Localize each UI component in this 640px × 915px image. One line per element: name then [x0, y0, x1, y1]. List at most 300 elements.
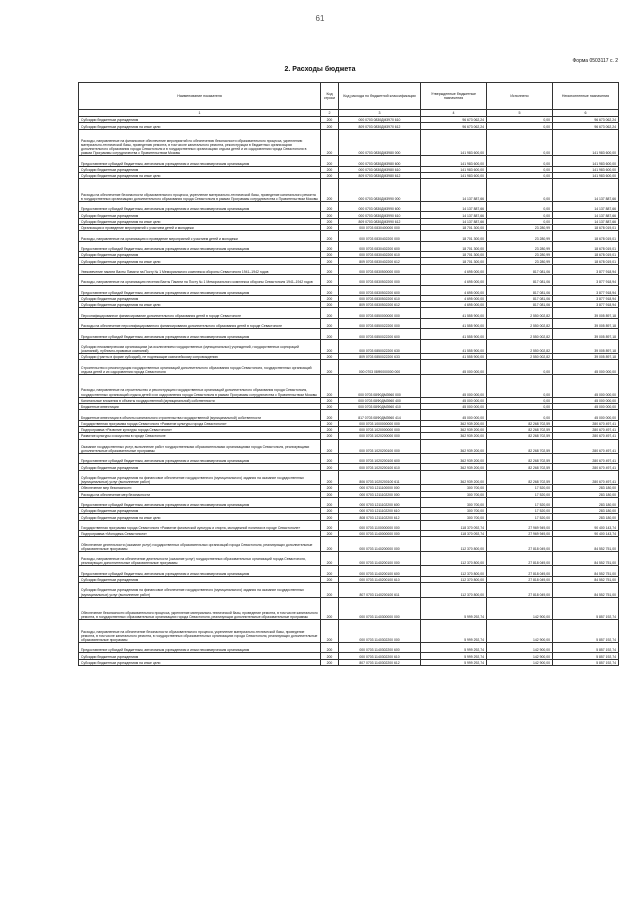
table-row — [79, 329, 619, 339]
row-line-code: 200 — [321, 497, 339, 507]
row-budget-code: 000 0703 1020000000 000 — [339, 426, 421, 432]
row-approved: 96 673 062,24 — [421, 123, 487, 129]
row-executed: 17 520,00 — [487, 514, 553, 520]
expenses-table — [78, 82, 619, 666]
table-column-numbers-row — [79, 110, 619, 117]
row-approved: 14 137 887,66 — [421, 218, 487, 224]
row-executed: 82 268 702,59 — [487, 464, 553, 470]
row-approved: 362 939 200,00 — [421, 439, 487, 454]
form-code: Форма 0503117 с. 2 — [572, 58, 618, 64]
row-approved: 141 983 600,00 — [421, 166, 487, 172]
row-budget-code: 000 0703 1140302200 610 — [339, 653, 421, 659]
row-line-code: 200 — [321, 225, 339, 231]
row-executed: 0,00 — [487, 410, 553, 420]
row-executed: 0,00 — [487, 173, 553, 179]
row-executed: 2 550 002,82 — [487, 308, 553, 318]
row-name: Увековечение памяти Вахты Памяти на Посту № 1 Мемориального комплекса обороны Севастополя 1941–1942 годов — [79, 264, 321, 274]
row-budget-code: 809 0703 0850022200 633 — [339, 354, 421, 360]
row-unexecuted: 18 678 019,01 — [553, 241, 619, 251]
table-row — [79, 374, 619, 397]
row-line-code: 200 — [321, 285, 339, 295]
row-line-code: 200 — [321, 117, 339, 123]
row-unexecuted: 283 180,00 — [553, 497, 619, 507]
row-name: Оказание государственных услуг, выполнение работ государственными образовательными организациями города Севастополя, реализующими дополнительные образовательные программы — [79, 439, 321, 454]
row-name: Субсидии бюджетным учреждениям — [79, 166, 321, 172]
row-line-code: 200 — [321, 173, 339, 179]
row-executed: 82 268 702,59 — [487, 426, 553, 432]
row-unexecuted: 14 137 887,66 — [553, 179, 619, 202]
row-unexecuted: 96 673 062,24 — [553, 123, 619, 129]
row-unexecuted: 3 877 918,94 — [553, 275, 619, 285]
column-number: 1 — [79, 110, 321, 117]
row-executed: 27 969 949,00 — [487, 520, 553, 530]
row-name: Предоставление субсидий бюджетным, автономным учреждениям и иным некоммерческим организациям — [79, 241, 321, 251]
row-unexecuted: 283 180,00 — [553, 485, 619, 491]
row-budget-code: 000 0703 1000000000 000 — [339, 420, 421, 426]
row-budget-code: 807 0703 1140302200 612 — [339, 659, 421, 665]
row-name: Организация и проведение мероприятий с участием детей и молодежи — [79, 225, 321, 231]
row-executed: 0,00 — [487, 117, 553, 123]
table-row — [79, 470, 619, 485]
row-executed: 0,00 — [487, 129, 553, 156]
row-approved: 4 695 000,00 — [421, 302, 487, 308]
row-budget-code: 817 0703 08Ф0ДМ3960 414 — [339, 410, 421, 420]
row-executed: 82 268 702,59 — [487, 433, 553, 439]
row-line-code: 200 — [321, 156, 339, 166]
row-line-code: 200 — [321, 360, 339, 375]
row-unexecuted: 3 877 918,94 — [553, 285, 619, 295]
row-unexecuted: 141 983 600,00 — [553, 156, 619, 166]
column-number: 2 — [321, 110, 339, 117]
row-budget-code: 000 0703 0850022200 000 — [339, 318, 421, 328]
row-executed: 82 268 702,59 — [487, 420, 553, 426]
row-budget-code: 000 0703 1140200100 000 — [339, 551, 421, 566]
row-budget-code: 000 0703 1211102200 600 — [339, 497, 421, 507]
row-unexecuted: 5 857 192,74 — [553, 620, 619, 643]
row-unexecuted: 18 678 019,01 — [553, 225, 619, 231]
table-row — [79, 583, 619, 598]
row-executed: 27 818 049,00 — [487, 537, 553, 552]
row-approved: 118 370 092,74 — [421, 531, 487, 537]
row-name: Субсидии бюджетным учреждениям на финансовое обеспечение государственного (муниципального) задания на оказание государственных (муниципальных) услуг (выполнение работ) — [79, 470, 321, 485]
row-approved: 300 700,00 — [421, 491, 487, 497]
row-name: Субсидии бюджетным учреждениям на иные цели — [79, 514, 321, 520]
header-name: Наименование показателя — [79, 83, 321, 110]
row-approved: 300 700,00 — [421, 485, 487, 491]
row-line-code: 200 — [321, 295, 339, 301]
table-row — [79, 241, 619, 251]
row-line-code: 200 — [321, 537, 339, 552]
row-line-code: 200 — [321, 643, 339, 653]
table-row — [79, 410, 619, 420]
row-name: Субсидии бюджетным учреждениям на иные цели — [79, 173, 321, 179]
row-executed: 2 550 002,82 — [487, 318, 553, 328]
row-approved: 18 701 300,00 — [421, 252, 487, 258]
row-executed: 82 268 702,59 — [487, 454, 553, 464]
table-row — [79, 231, 619, 241]
row-budget-code: 000 0703 1020200100 600 — [339, 454, 421, 464]
row-approved: 41 555 900,00 — [421, 339, 487, 354]
row-unexecuted: 84 552 751,00 — [553, 551, 619, 566]
row-approved: 362 939 200,00 — [421, 464, 487, 470]
row-budget-code: 807 0703 1140200100 611 — [339, 583, 421, 598]
row-approved: 300 700,00 — [421, 508, 487, 514]
row-executed: 142 900,00 — [487, 620, 553, 643]
row-executed: 2 550 002,82 — [487, 354, 553, 360]
row-executed: 23 280,99 — [487, 258, 553, 264]
row-name: Субсидии (гранты в форме субсидий), не подлежащие казначейскому сопровождению — [79, 354, 321, 360]
row-approved: 362 939 200,00 — [421, 454, 487, 464]
table-row — [79, 202, 619, 212]
row-executed: 82 268 702,59 — [487, 470, 553, 485]
row-name: Расходы, направленные на финансовое обеспечение мероприятий по обеспечению безопасности образовательного процесса, укреплению материально-технической базы, проведению ремонта, в том числе капитального ремонта, реконструкции в бюджетных организациях дополнительного образования города Севастополя и в государственных организациях отдыха детей и их оздоровления города Севастополя в рамках Программы сотрудничества с Правительством Москвы — [79, 129, 321, 156]
row-unexecuted: 90 400 143,74 — [553, 531, 619, 537]
row-budget-code: 000 0703 1140200100 610 — [339, 576, 421, 582]
row-line-code: 200 — [321, 508, 339, 514]
row-executed: 0,00 — [487, 360, 553, 375]
row-line-code: 200 — [321, 252, 339, 258]
row-approved: 5 999 292,74 — [421, 659, 487, 665]
row-line-code: 200 — [321, 123, 339, 129]
row-unexecuted: 283 180,00 — [553, 514, 619, 520]
row-budget-code: 000 0703 1100000000 000 — [339, 520, 421, 530]
table-row — [79, 454, 619, 464]
row-name: Расходы на обеспечение безопасности образовательного процесса, укрепление материально-технической базы, проведение капитального ремонта в государственных организациях дополнительного образования города Севастополя в рамках Программы сотрудничества с Правительством Москвы — [79, 179, 321, 202]
row-line-code: 200 — [321, 470, 339, 485]
row-name: Расходы, направленные на строительство и реконструкцию государственных организаций дополнительного образования города Севастополя, государственных организаций отдыха детей и их оздоровления города Севастополя в рамках Программы сотрудничества с Правительством Москвы — [79, 374, 321, 397]
column-number: 6 — [553, 110, 619, 117]
row-approved: 300 700,00 — [421, 497, 487, 507]
row-budget-code: 000 0703 0830ДМ3970 610 — [339, 117, 421, 123]
row-budget-code: 000 0703 0850022200 630 — [339, 339, 421, 354]
row-unexecuted: 3 877 918,94 — [553, 295, 619, 301]
row-approved: 141 983 600,00 — [421, 156, 487, 166]
header-line-code: Код строки — [321, 83, 339, 110]
row-executed: 0,00 — [487, 218, 553, 224]
row-budget-code: 000 0703 0830400000 000 — [339, 225, 421, 231]
row-executed: 0,00 — [487, 202, 553, 212]
row-name: Предоставление субсидий бюджетным, автономным учреждениям и иным некоммерческим организациям — [79, 454, 321, 464]
row-executed: 0,00 — [487, 403, 553, 409]
row-unexecuted: 5 857 192,74 — [553, 643, 619, 653]
table-row — [79, 129, 619, 156]
row-approved: 112 370 800,00 — [421, 576, 487, 582]
row-approved: 14 137 887,66 — [421, 202, 487, 212]
row-executed: 17 520,00 — [487, 485, 553, 491]
row-unexecuted: 84 552 751,00 — [553, 537, 619, 552]
row-approved: 41 555 900,00 — [421, 308, 487, 318]
row-unexecuted: 18 678 019,01 — [553, 231, 619, 241]
row-name: Субсидии бюджетным учреждениям — [79, 117, 321, 123]
row-budget-code: 000 0703 1140302200 000 — [339, 620, 421, 643]
row-approved: 18 701 300,00 — [421, 258, 487, 264]
row-executed: 817 081,06 — [487, 285, 553, 295]
row-line-code: 200 — [321, 374, 339, 397]
row-budget-code: 000 0703 1020200000 000 — [339, 433, 421, 439]
row-name: Предоставление субсидий бюджетным, автономным учреждениям и иным некоммерческим организациям — [79, 566, 321, 576]
row-name: Капитальные вложения в объекты государственной (муниципальной) собственности — [79, 397, 321, 403]
row-line-code: 200 — [321, 275, 339, 285]
row-budget-code: 000 0703 1211102200 000 — [339, 491, 421, 497]
row-executed: 817 081,06 — [487, 275, 553, 285]
row-name: Обеспечение деятельности (оказание услуг) государственных образовательных организаций города Севастополя, реализующих дополнительные образовательные программы — [79, 537, 321, 552]
row-approved: 18 701 300,00 — [421, 231, 487, 241]
row-line-code: 200 — [321, 231, 339, 241]
table-row — [79, 318, 619, 328]
row-name: Субсидии бюджетным учреждениям на финансовое обеспечение государственного (муниципального) задания на оказание государственных (муниципальных) услуг (выполнение работ) — [79, 583, 321, 598]
row-executed: 142 900,00 — [487, 597, 553, 620]
row-approved: 45 000 000,00 — [421, 397, 487, 403]
row-budget-code: 000 0703 08Ф0ДМ3960 400 — [339, 397, 421, 403]
row-name: Субсидии бюджетным учреждениям — [79, 212, 321, 218]
page-number: 61 — [315, 14, 325, 23]
row-unexecuted: 45 000 000,00 — [553, 360, 619, 375]
row-approved: 112 370 800,00 — [421, 551, 487, 566]
row-approved: 96 673 062,24 — [421, 117, 487, 123]
row-name: Предоставление субсидий бюджетным, автономным учреждениям и иным некоммерческим организациям — [79, 329, 321, 339]
row-budget-code: 000 0703 08Ф0000000 000 — [339, 360, 421, 375]
row-budget-code: 809 0703 0830ДМ3980 612 — [339, 173, 421, 179]
table-body — [79, 117, 619, 666]
row-name: Предоставление субсидий бюджетным, автономным учреждениям и иным некоммерческим организациям — [79, 202, 321, 212]
row-approved: 14 137 887,66 — [421, 212, 487, 218]
row-name: Строительство и реконструкция государственных организаций дополнительного образования города Севастополя, государственных организаций отдыха детей и их оздоровления города Севастополя — [79, 360, 321, 375]
row-line-code: 200 — [321, 339, 339, 354]
row-budget-code: 000 0703 0830500000 000 — [339, 264, 421, 274]
row-budget-code: 000 0703 1020200100 000 — [339, 439, 421, 454]
row-budget-code: 000 0703 0830402200 610 — [339, 252, 421, 258]
row-name: Бюджетные инвестиции в объекты капитального строительства государственной (муниципальной) собственности — [79, 410, 321, 420]
row-name: Предоставление субсидий бюджетным, автономным учреждениям и иным некоммерческим организациям — [79, 285, 321, 295]
row-unexecuted: 84 552 751,00 — [553, 566, 619, 576]
row-executed: 17 520,00 — [487, 508, 553, 514]
row-line-code: 200 — [321, 329, 339, 339]
row-approved: 362 939 200,00 — [421, 433, 487, 439]
table-row — [79, 264, 619, 274]
row-name: Субсидии бюджетным учреждениям на иные цели — [79, 659, 321, 665]
table-row — [79, 620, 619, 643]
row-unexecuted: 5 857 192,74 — [553, 659, 619, 665]
table-row — [79, 566, 619, 576]
row-budget-code: 000 0703 1140302200 600 — [339, 643, 421, 653]
table-row — [79, 339, 619, 354]
row-line-code: 200 — [321, 439, 339, 454]
column-number: 5 — [487, 110, 553, 117]
row-line-code: 200 — [321, 354, 339, 360]
row-name: Расходы, направленные на обеспечение безопасности образовательного процесса, укрепление материально-технической базы, проведение ремонта, в том числе капитального ремонта, в государственных образовательных организациях города Севастополя, реализующих дополнительные образовательные программы — [79, 620, 321, 643]
row-budget-code: 000 0703 0830ДМ3990 610 — [339, 212, 421, 218]
row-approved: 14 137 887,66 — [421, 179, 487, 202]
row-name: Субсидии бюджетным учреждениям — [79, 464, 321, 470]
row-executed: 23 280,99 — [487, 241, 553, 251]
row-approved: 4 695 000,00 — [421, 295, 487, 301]
row-budget-code: 000 0703 0830ДМ3990 000 — [339, 179, 421, 202]
row-budget-code: 809 0703 0830402200 612 — [339, 258, 421, 264]
row-line-code: 200 — [321, 531, 339, 537]
row-budget-code: 809 0703 0830ДМ3990 612 — [339, 218, 421, 224]
row-executed: 27 818 049,00 — [487, 551, 553, 566]
row-budget-code: 000 0703 0850000000 000 — [339, 308, 421, 318]
row-budget-code: 000 0703 0830502200 610 — [339, 295, 421, 301]
table-row — [79, 360, 619, 375]
row-approved: 5 999 292,74 — [421, 620, 487, 643]
header-approved: Утвержденные бюджетные назначения — [421, 83, 487, 110]
row-approved: 118 370 092,74 — [421, 520, 487, 530]
row-unexecuted: 96 673 062,24 — [553, 117, 619, 123]
row-name: Субсидии бюджетным учреждениям на иные цели — [79, 302, 321, 308]
row-budget-code: 000 0703 1020200100 610 — [339, 464, 421, 470]
row-unexecuted: 45 000 000,00 — [553, 403, 619, 409]
table-row — [79, 551, 619, 566]
row-executed: 0,00 — [487, 156, 553, 166]
column-number: 4 — [421, 110, 487, 117]
row-executed: 2 550 002,82 — [487, 329, 553, 339]
row-line-code: 200 — [321, 241, 339, 251]
row-executed: 142 900,00 — [487, 653, 553, 659]
row-unexecuted: 45 000 000,00 — [553, 397, 619, 403]
table-row — [79, 520, 619, 530]
row-unexecuted: 283 180,00 — [553, 508, 619, 514]
row-unexecuted: 39 005 897,18 — [553, 329, 619, 339]
row-line-code: 200 — [321, 597, 339, 620]
row-budget-code: 000 0703 1140000000 000 — [339, 531, 421, 537]
row-budget-code: 000 0703 0830402200 600 — [339, 241, 421, 251]
row-executed: 0,00 — [487, 374, 553, 397]
row-unexecuted: 141 983 600,00 — [553, 129, 619, 156]
row-budget-code: 809 0703 0830502200 612 — [339, 302, 421, 308]
table-row — [79, 275, 619, 285]
row-approved: 4 695 000,00 — [421, 264, 487, 274]
row-unexecuted: 84 552 751,00 — [553, 583, 619, 598]
row-unexecuted: 283 180,00 — [553, 491, 619, 497]
row-unexecuted: 45 000 000,00 — [553, 374, 619, 397]
row-budget-code: 806 0703 1020200100 611 — [339, 470, 421, 485]
row-unexecuted: 18 678 019,01 — [553, 252, 619, 258]
row-approved: 41 555 900,00 — [421, 329, 487, 339]
row-unexecuted: 90 400 143,74 — [553, 520, 619, 530]
row-budget-code: 000 0703 1211102200 610 — [339, 508, 421, 514]
row-approved: 45 000 000,00 — [421, 410, 487, 420]
row-unexecuted: 39 005 897,18 — [553, 308, 619, 318]
row-unexecuted: 280 670 497,41 — [553, 470, 619, 485]
row-executed: 0,00 — [487, 123, 553, 129]
row-name: Субсидии бюджетным учреждениям на иные цели — [79, 258, 321, 264]
row-unexecuted: 280 670 497,41 — [553, 454, 619, 464]
row-approved: 5 999 292,74 — [421, 643, 487, 653]
row-budget-code: 000 0703 0830ДМ3980 600 — [339, 156, 421, 166]
row-budget-code: 809 0703 0830ДМ3970 612 — [339, 123, 421, 129]
row-name: Предоставление субсидий бюджетным, автономным учреждениям и иным некоммерческим организациям — [79, 156, 321, 166]
row-line-code: 200 — [321, 514, 339, 520]
table-row — [79, 537, 619, 552]
row-executed: 2 550 002,82 — [487, 339, 553, 354]
row-line-code: 200 — [321, 566, 339, 576]
table-row — [79, 156, 619, 166]
header-executed: Исполнено — [487, 83, 553, 110]
row-line-code: 200 — [321, 410, 339, 420]
row-approved: 112 370 800,00 — [421, 566, 487, 576]
row-name: Государственная программа города Севастополя «Развитие физической культуры и спорта, молодежной политики в городе Севастополе» — [79, 520, 321, 530]
row-budget-code: 000 0703 1140200000 000 — [339, 537, 421, 552]
row-unexecuted: 280 670 497,41 — [553, 439, 619, 454]
row-executed: 23 280,99 — [487, 225, 553, 231]
row-approved: 112 370 800,00 — [421, 537, 487, 552]
table-row — [79, 285, 619, 295]
row-budget-code: 000 0703 0830ДМ3980 610 — [339, 166, 421, 172]
row-unexecuted: 18 678 019,01 — [553, 258, 619, 264]
row-line-code: 200 — [321, 308, 339, 318]
row-line-code: 200 — [321, 397, 339, 403]
row-unexecuted: 5 857 192,74 — [553, 597, 619, 620]
row-budget-code: 000 0703 0830ДМ3980 000 — [339, 129, 421, 156]
row-approved: 5 999 292,74 — [421, 653, 487, 659]
row-unexecuted: 141 983 600,00 — [553, 173, 619, 179]
row-unexecuted: 280 670 497,41 — [553, 433, 619, 439]
row-line-code: 200 — [321, 318, 339, 328]
row-line-code: 200 — [321, 659, 339, 665]
row-executed: 0,00 — [487, 212, 553, 218]
row-line-code: 200 — [321, 420, 339, 426]
row-line-code: 200 — [321, 403, 339, 409]
row-approved: 141 983 600,00 — [421, 129, 487, 156]
table-row — [79, 497, 619, 507]
row-executed: 817 081,06 — [487, 302, 553, 308]
row-approved: 45 000 000,00 — [421, 374, 487, 397]
row-name: Развитие культуры и искусства в городе Севастополе — [79, 433, 321, 439]
row-executed: 142 900,00 — [487, 643, 553, 653]
row-line-code: 200 — [321, 485, 339, 491]
row-line-code: 200 — [321, 583, 339, 598]
row-line-code: 200 — [321, 166, 339, 172]
row-unexecuted: 14 137 887,66 — [553, 212, 619, 218]
row-name: Подпрограмма «Развитие культуры города Севастополя» — [79, 426, 321, 432]
row-budget-code: 000 0703 0850022200 600 — [339, 329, 421, 339]
row-unexecuted: 280 670 497,41 — [553, 426, 619, 432]
row-name: Государственная программа города Севастополя «Развитие культуры города Севастополя» — [79, 420, 321, 426]
row-approved: 300 700,00 — [421, 514, 487, 520]
row-approved: 362 939 200,00 — [421, 420, 487, 426]
row-budget-code: 000 0703 0830502200 000 — [339, 275, 421, 285]
row-unexecuted: 39 005 897,18 — [553, 354, 619, 360]
row-approved: 362 939 200,00 — [421, 426, 487, 432]
row-approved: 45 000 000,00 — [421, 360, 487, 375]
row-unexecuted: 45 000 000,00 — [553, 410, 619, 420]
row-unexecuted: 280 670 497,41 — [553, 464, 619, 470]
row-name: Бюджетные инвестиции — [79, 403, 321, 409]
header-budget-code: Код расхода по бюджетной классификации — [339, 83, 421, 110]
table-row — [79, 643, 619, 653]
row-budget-code: 000 0703 08Ф0ДМ3960 000 — [339, 374, 421, 397]
row-name: Предоставление субсидий бюджетным, автономным учреждениям и иным некоммерческим организациям — [79, 497, 321, 507]
row-budget-code: 000 0703 0830402200 000 — [339, 231, 421, 241]
row-approved: 112 370 800,00 — [421, 583, 487, 598]
row-executed: 27 818 049,00 — [487, 576, 553, 582]
row-name: Субсидии бюджетным учреждениям — [79, 653, 321, 659]
row-line-code: 200 — [321, 433, 339, 439]
row-approved: 362 939 200,00 — [421, 470, 487, 485]
row-unexecuted: 280 670 497,41 — [553, 420, 619, 426]
row-unexecuted: 39 005 897,18 — [553, 318, 619, 328]
row-line-code: 200 — [321, 620, 339, 643]
row-executed: 0,00 — [487, 397, 553, 403]
row-line-code: 200 — [321, 202, 339, 212]
row-budget-code: 000 0703 1140300000 000 — [339, 597, 421, 620]
row-approved: 45 000 000,00 — [421, 403, 487, 409]
column-number: 3 — [339, 110, 421, 117]
row-name: Субсидии бюджетным учреждениям — [79, 252, 321, 258]
row-line-code: 200 — [321, 426, 339, 432]
table-row — [79, 308, 619, 318]
